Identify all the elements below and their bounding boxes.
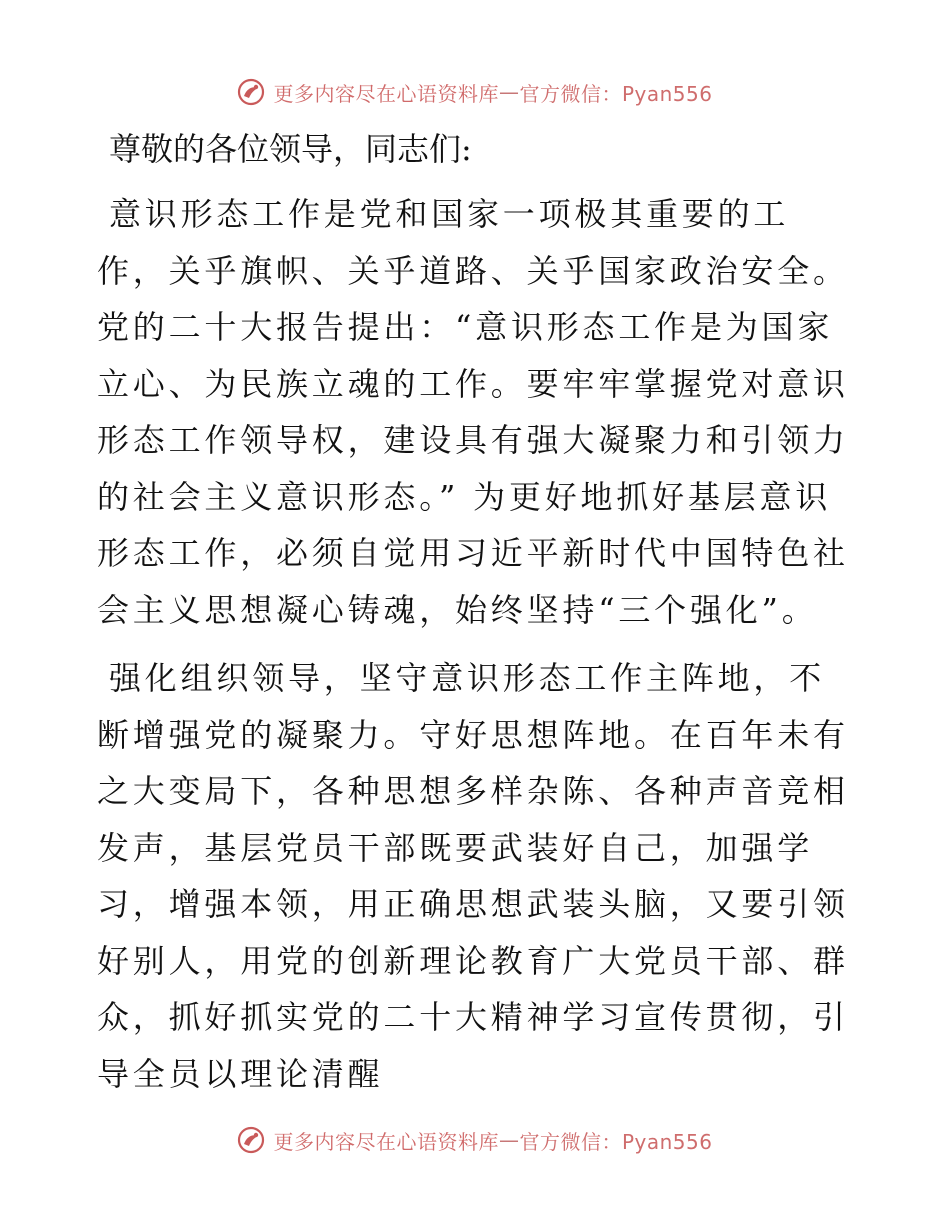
watermark-text: 更多内容尽在心语资料库 — [273, 1129, 499, 1154]
watermark-contact: 官方微信：Pyan556 — [519, 1129, 713, 1154]
paragraph-1: 意识形态工作是党和国家一项极其重要的工作，关乎旗帜、关乎道路、关乎国家政治安全。党的二十大报告提出：“意识形态工作是为国家立心、为民族立魂的工作。要牢牢掌握党对意识形态工作领导权，建设具有强大凝聚力和引领力的社会主义意识形态。” 为更好地抓好基层意识形态工作，必须自觉用习近平新时代中国特色社会主义思想凝心铸魂，始终坚持“三个强化”。 — [97, 195, 849, 629]
watermark-separator: — — [498, 80, 520, 104]
header-watermark — [0, 72, 950, 112]
footer-watermark — [0, 1120, 950, 1160]
watermark-text: 更多内容尽在心语资料库 — [273, 81, 499, 106]
watermark-separator: — — [498, 1128, 520, 1152]
watermark-contact: 官方微信：Pyan556 — [519, 81, 713, 106]
document-body — [97, 118, 857, 1114]
salutation: 尊敬的各位领导，同志们: — [109, 130, 472, 168]
paragraph-2: 强化组织领导，坚守意识形态工作主阵地，不断增强党的凝聚力。守好思想阵地。在百年未有之大变局下，各种思想多样杂陈、各种声音竞相发声，基层党员干部既要武装好自己，加强学习，增强本领，用正确思想武装头脑，又要引领好别人，用党的创新理论教育广大党员干部、群众，抓好抓实党的二十大精神学习宣传贯彻，引导全员以理论清醒 — [97, 659, 849, 1093]
seal-logo-icon — [237, 78, 265, 106]
seal-logo-icon — [237, 1126, 265, 1154]
